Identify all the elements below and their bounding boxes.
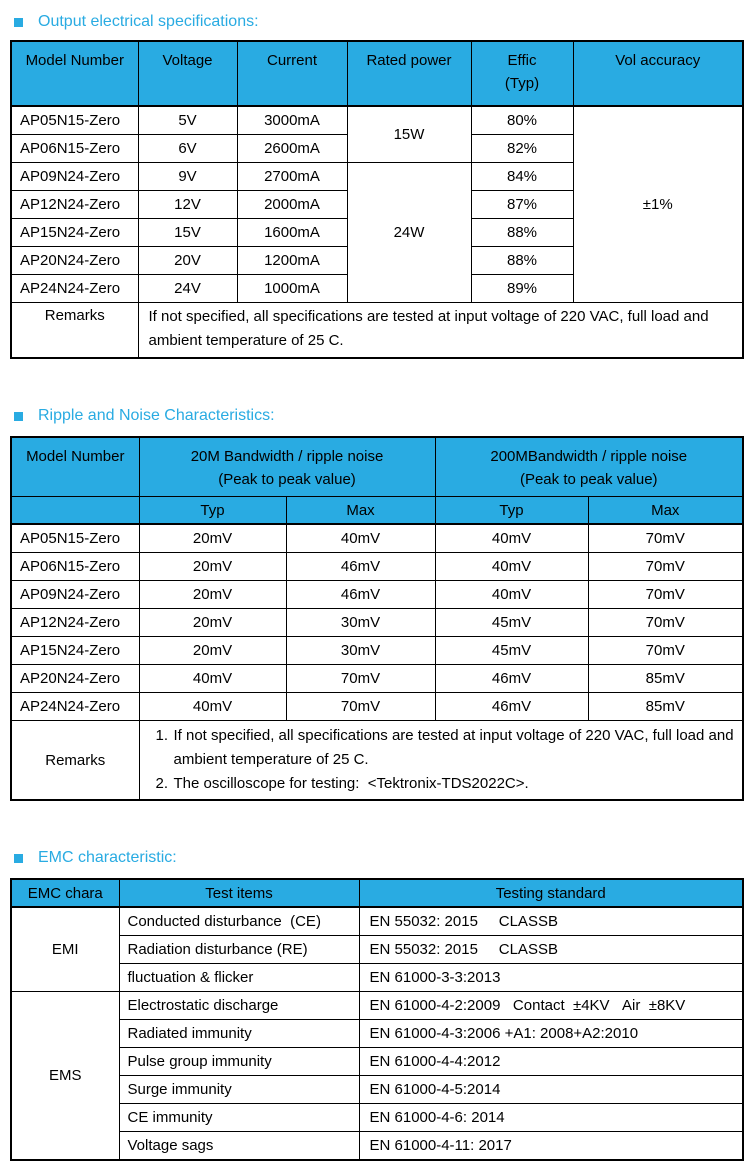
remark-text: The oscilloscope for testing: <Tektronix-TDS2022C>. bbox=[173, 775, 529, 792]
emc-table bbox=[10, 878, 744, 1161]
header-efficiency-line2: (Typ) bbox=[504, 75, 540, 92]
remarks-label: Remarks bbox=[11, 303, 138, 359]
max-200m-cell: 70mV bbox=[588, 553, 743, 581]
table-row bbox=[11, 936, 743, 964]
table-row bbox=[11, 524, 743, 553]
current-cell: 2600mA bbox=[237, 135, 347, 163]
table-row bbox=[11, 553, 743, 581]
table-row bbox=[11, 693, 743, 721]
typ-200m-cell: 46mV bbox=[435, 693, 588, 721]
section-title-ripple: Ripple and Noise Characteristics: bbox=[38, 407, 275, 424]
voltage-cell: 24V bbox=[138, 275, 237, 303]
voltage-cell: 9V bbox=[138, 163, 237, 191]
table-row bbox=[11, 665, 743, 693]
header-max-20m: Max bbox=[286, 497, 435, 525]
table-row bbox=[11, 1104, 743, 1132]
header-typ-20m: Typ bbox=[139, 497, 286, 525]
current-cell: 1600mA bbox=[237, 219, 347, 247]
typ-20m-cell: 20mV bbox=[139, 524, 286, 553]
header-20m-line2: (Peak to peak value) bbox=[218, 471, 356, 488]
typ-20m-cell: 20mV bbox=[139, 553, 286, 581]
testing-standard-cell: EN 61000-4-11: 2017 bbox=[359, 1132, 743, 1161]
header-20m-bandwidth bbox=[139, 437, 435, 497]
typ-200m-cell: 46mV bbox=[435, 665, 588, 693]
testing-standard-cell: EN 61000-4-2:2009 Contact ±4KV Air ±8KV bbox=[359, 992, 743, 1020]
test-item-cell: Radiated immunity bbox=[119, 1020, 359, 1048]
table-row bbox=[11, 907, 743, 936]
remark-number: 1. bbox=[155, 727, 169, 744]
model-number-cell: AP06N15-Zero bbox=[11, 553, 139, 581]
table-header-row bbox=[11, 41, 743, 106]
test-item-cell: Surge immunity bbox=[119, 1076, 359, 1104]
model-number-cell: AP09N24-Zero bbox=[11, 581, 139, 609]
typ-20m-cell: 20mV bbox=[139, 637, 286, 665]
table-row bbox=[11, 1076, 743, 1104]
typ-200m-cell: 40mV bbox=[435, 524, 588, 553]
typ-200m-cell: 45mV bbox=[435, 609, 588, 637]
table-row bbox=[11, 964, 743, 992]
typ-20m-cell: 20mV bbox=[139, 581, 286, 609]
max-200m-cell: 85mV bbox=[588, 665, 743, 693]
model-number-cell: AP20N24-Zero bbox=[11, 247, 138, 275]
test-item-cell: CE immunity bbox=[119, 1104, 359, 1132]
model-number-cell: AP09N24-Zero bbox=[11, 163, 138, 191]
testing-standard-cell: EN 61000-4-6: 2014 bbox=[359, 1104, 743, 1132]
rated-power-24w-cell: 24W bbox=[347, 163, 471, 303]
section-title-emc: EMC characteristic: bbox=[38, 849, 177, 866]
ripple-noise-table bbox=[10, 436, 744, 801]
section-bullet-icon bbox=[14, 18, 23, 27]
header-testing-standard: Testing standard bbox=[359, 879, 743, 907]
model-number-cell: AP05N15-Zero bbox=[11, 524, 139, 553]
efficiency-cell: 88% bbox=[471, 247, 573, 275]
section-emc bbox=[14, 848, 742, 868]
test-item-cell: Radiation disturbance (RE) bbox=[119, 936, 359, 964]
ems-group-cell: EMS bbox=[11, 992, 119, 1161]
max-20m-cell: 70mV bbox=[286, 693, 435, 721]
remark-item bbox=[148, 772, 735, 796]
section-bullet-icon bbox=[14, 412, 23, 421]
model-number-cell: AP12N24-Zero bbox=[11, 609, 139, 637]
testing-standard-cell: EN 61000-3-3:2013 bbox=[359, 964, 743, 992]
voltage-cell: 15V bbox=[138, 219, 237, 247]
table-row bbox=[11, 1048, 743, 1076]
max-20m-cell: 46mV bbox=[286, 581, 435, 609]
current-cell: 1000mA bbox=[237, 275, 347, 303]
header-emc-chara: EMC chara bbox=[11, 879, 119, 907]
table-row bbox=[11, 581, 743, 609]
testing-standard-cell: EN 61000-4-4:2012 bbox=[359, 1048, 743, 1076]
current-cell: 2700mA bbox=[237, 163, 347, 191]
max-200m-cell: 70mV bbox=[588, 581, 743, 609]
test-item-cell: fluctuation & flicker bbox=[119, 964, 359, 992]
typ-200m-cell: 40mV bbox=[435, 553, 588, 581]
current-cell: 1200mA bbox=[237, 247, 347, 275]
model-number-cell: AP12N24-Zero bbox=[11, 191, 138, 219]
voltage-cell: 5V bbox=[138, 106, 237, 135]
header-200m-line1: 200MBandwidth / ripple noise bbox=[490, 448, 688, 465]
max-20m-cell: 40mV bbox=[286, 524, 435, 553]
max-200m-cell: 85mV bbox=[588, 693, 743, 721]
table-row bbox=[11, 1020, 743, 1048]
testing-standard-cell: EN 61000-4-3:2006 +A1: 2008+A2:2010 bbox=[359, 1020, 743, 1048]
table-row bbox=[11, 106, 743, 135]
remarks-list bbox=[139, 721, 743, 801]
table-header-row bbox=[11, 437, 743, 497]
test-item-cell: Voltage sags bbox=[119, 1132, 359, 1161]
voltage-cell: 20V bbox=[138, 247, 237, 275]
header-200m-bandwidth bbox=[435, 437, 743, 497]
header-voltage: Voltage bbox=[138, 41, 237, 106]
typ-200m-cell: 45mV bbox=[435, 637, 588, 665]
max-200m-cell: 70mV bbox=[588, 524, 743, 553]
test-item-cell: Electrostatic discharge bbox=[119, 992, 359, 1020]
efficiency-cell: 87% bbox=[471, 191, 573, 219]
testing-standard-cell: EN 61000-4-5:2014 bbox=[359, 1076, 743, 1104]
remark-item bbox=[148, 724, 735, 772]
remark-number: 2. bbox=[155, 775, 169, 792]
max-20m-cell: 30mV bbox=[286, 609, 435, 637]
header-efficiency-line1: Effic bbox=[507, 52, 537, 69]
section-ripple-noise bbox=[14, 406, 742, 426]
model-number-cell: AP24N24-Zero bbox=[11, 693, 139, 721]
section-bullet-icon bbox=[14, 854, 23, 863]
header-efficiency bbox=[471, 41, 573, 106]
table-row bbox=[11, 992, 743, 1020]
header-20m-line1: 20M Bandwidth / ripple noise bbox=[190, 448, 384, 465]
header-vol-accuracy: Vol accuracy bbox=[573, 41, 743, 106]
model-number-cell: AP24N24-Zero bbox=[11, 275, 138, 303]
header-model-number: Model Number bbox=[11, 437, 139, 497]
testing-standard-cell: EN 55032: 2015 CLASSB bbox=[359, 936, 743, 964]
max-200m-cell: 70mV bbox=[588, 637, 743, 665]
section-title-output: Output electrical specifications: bbox=[38, 13, 259, 30]
efficiency-cell: 89% bbox=[471, 275, 573, 303]
voltage-cell: 12V bbox=[138, 191, 237, 219]
model-number-cell: AP05N15-Zero bbox=[11, 106, 138, 135]
emi-group-cell: EMI bbox=[11, 907, 119, 992]
header-rated-power: Rated power bbox=[347, 41, 471, 106]
table-subheader-row bbox=[11, 497, 743, 525]
model-number-cell: AP15N24-Zero bbox=[11, 219, 138, 247]
header-model-number: Model Number bbox=[11, 41, 138, 106]
header-max-200m: Max bbox=[588, 497, 743, 525]
rated-power-15w-cell: 15W bbox=[347, 106, 471, 163]
test-item-cell: Pulse group immunity bbox=[119, 1048, 359, 1076]
header-test-items: Test items bbox=[119, 879, 359, 907]
efficiency-cell: 80% bbox=[471, 106, 573, 135]
remark-text: If not specified, all specifications are tested at input voltage of 220 VAC, full load and ambient temperature of 25 C. bbox=[173, 727, 734, 768]
typ-20m-cell: 40mV bbox=[139, 665, 286, 693]
remarks-text: If not specified, all specifications are tested at input voltage of 220 VAC, full load and ambient temperature of 25 C. bbox=[138, 303, 743, 359]
header-200m-line2: (Peak to peak value) bbox=[519, 471, 658, 488]
current-cell: 2000mA bbox=[237, 191, 347, 219]
table-row bbox=[11, 637, 743, 665]
voltage-cell: 6V bbox=[138, 135, 237, 163]
model-number-cell: AP15N24-Zero bbox=[11, 637, 139, 665]
model-number-cell: AP20N24-Zero bbox=[11, 665, 139, 693]
section-output-electrical bbox=[14, 12, 742, 32]
header-typ-200m: Typ bbox=[435, 497, 588, 525]
table-row bbox=[11, 609, 743, 637]
vol-accuracy-cell: ±1% bbox=[573, 106, 743, 303]
efficiency-cell: 82% bbox=[471, 135, 573, 163]
model-number-cell: AP06N15-Zero bbox=[11, 135, 138, 163]
typ-20m-cell: 20mV bbox=[139, 609, 286, 637]
table-header-row bbox=[11, 879, 743, 907]
max-20m-cell: 70mV bbox=[286, 665, 435, 693]
current-cell: 3000mA bbox=[237, 106, 347, 135]
remarks-row bbox=[11, 721, 743, 801]
remarks-label: Remarks bbox=[11, 721, 139, 801]
typ-200m-cell: 40mV bbox=[435, 581, 588, 609]
efficiency-cell: 88% bbox=[471, 219, 573, 247]
header-current: Current bbox=[237, 41, 347, 106]
blank-header-cell bbox=[11, 497, 139, 525]
efficiency-cell: 84% bbox=[471, 163, 573, 191]
test-item-cell: Conducted disturbance (CE) bbox=[119, 907, 359, 936]
max-20m-cell: 30mV bbox=[286, 637, 435, 665]
remarks-row bbox=[11, 303, 743, 359]
typ-20m-cell: 40mV bbox=[139, 693, 286, 721]
testing-standard-cell: EN 55032: 2015 CLASSB bbox=[359, 907, 743, 936]
max-20m-cell: 46mV bbox=[286, 553, 435, 581]
output-spec-table bbox=[10, 40, 744, 359]
max-200m-cell: 70mV bbox=[588, 609, 743, 637]
table-row bbox=[11, 1132, 743, 1161]
